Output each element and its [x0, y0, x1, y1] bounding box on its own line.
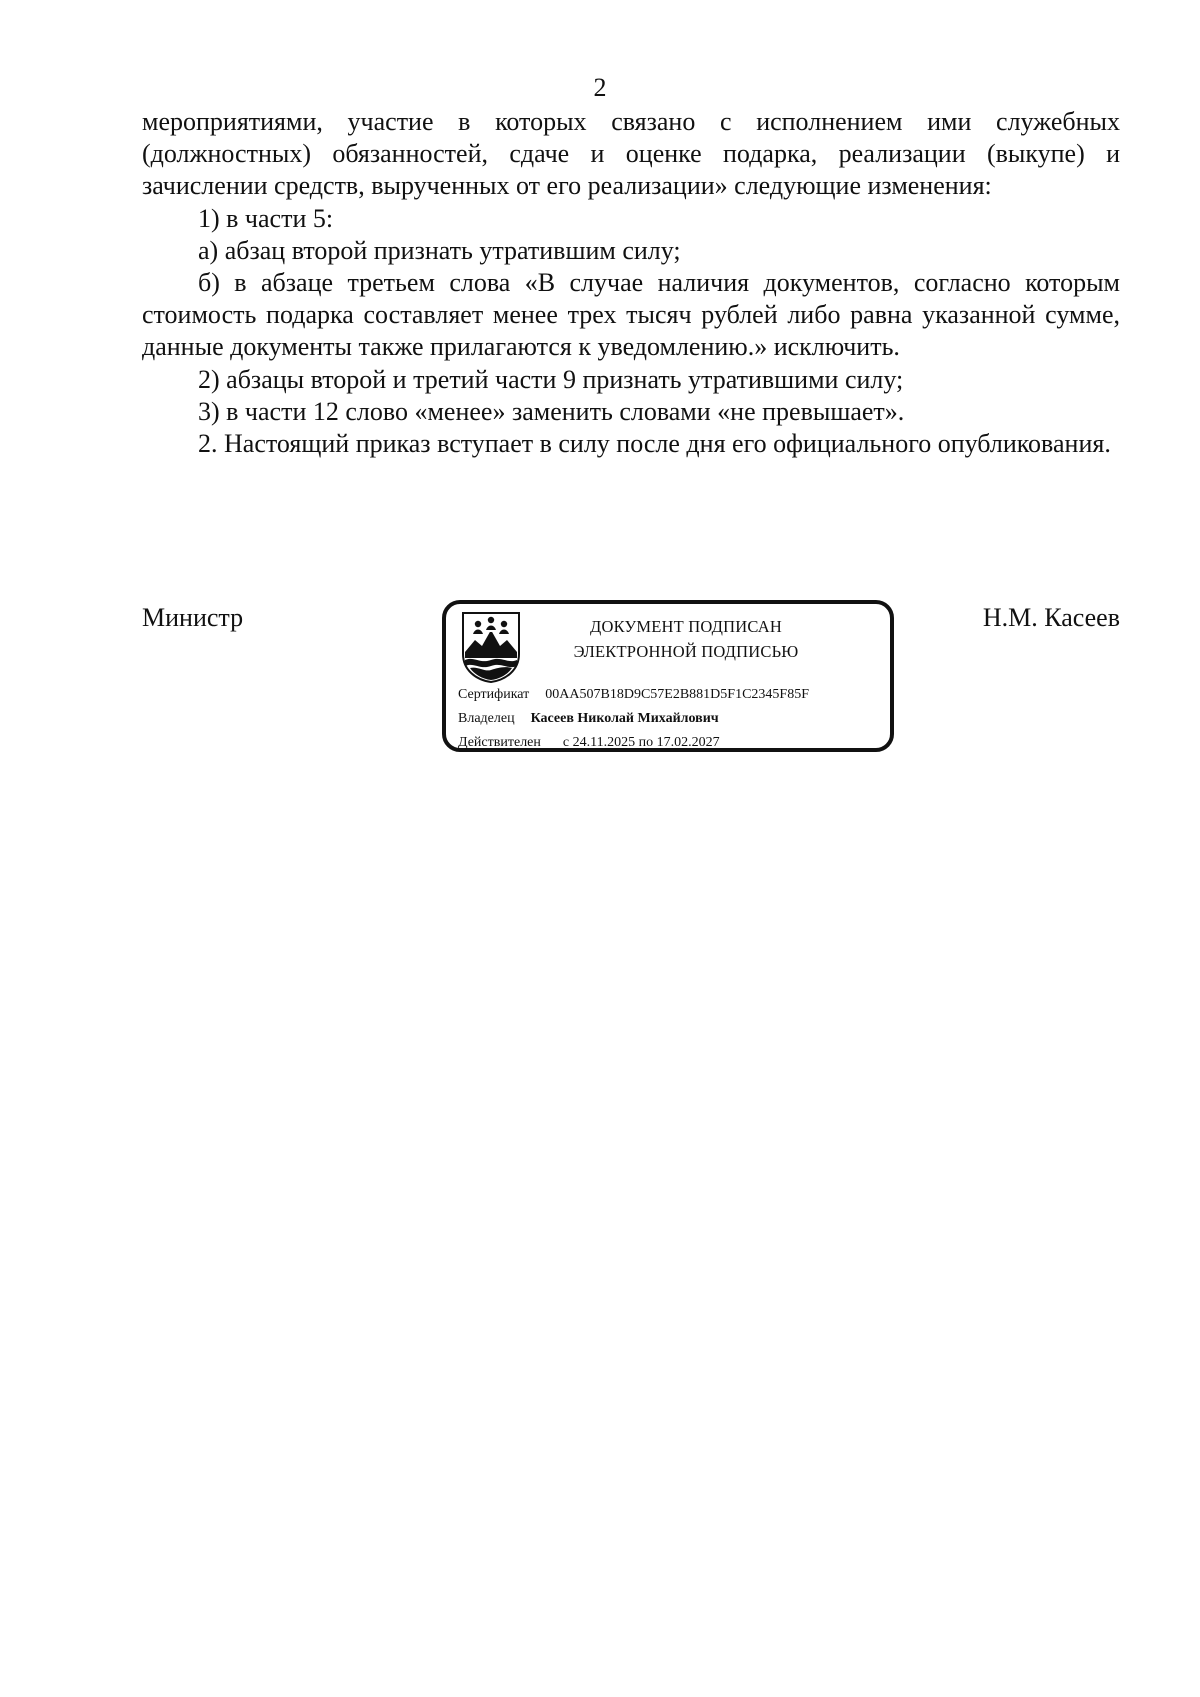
stamp-owner-row [458, 710, 719, 728]
certificate-label: Сертификат [458, 687, 530, 702]
signer-name: Н.М. Касеев [982, 603, 1120, 632]
validity-label: Действителен [458, 735, 541, 750]
paragraph-item-1b: б) в абзаце третьем слова «В случае наличия документов, согласно которым стоимость подарка составляет менее трех тысяч рублей либо равна указанной сумме, данные документы также прилагаются к уведомлению.» исключить. [142, 268, 1120, 362]
signature-block [142, 600, 1120, 770]
stamp-title-line-1: ДОКУМЕНТ ПОДПИСАН [590, 617, 782, 636]
paragraph-clause-2: 2. Настоящий приказ вступает в силу после дня его официального опубликования. [198, 429, 1111, 459]
paragraph-continuation: мероприятиями, участие в которых связано с исполнением ими служебных (должностных) обязанностей, сдаче и оценке подарка, реализации (выкупе) и зачислении средств, вырученных от его реализации» следующие изменения: [142, 107, 1120, 201]
certificate-value: 00AA507B18D9C57E2B881D5F1C2345F85F [545, 687, 809, 702]
paragraph-item-1a: а) абзац второй признать утратившим силу; [198, 235, 681, 265]
document-body [142, 106, 1120, 460]
stamp-certificate-row [458, 686, 809, 704]
signer-position: Министр [142, 603, 244, 632]
stamp-validity-row [458, 734, 720, 752]
paragraph-item-1: 1) в части 5: [198, 203, 334, 233]
stamp-title-line-2: ЭЛЕКТРОННОЙ ПОДПИСЬЮ [573, 642, 799, 661]
owner-value: Касеев Николай Михайлович [530, 711, 719, 726]
page-number: 2 [593, 73, 607, 102]
owner-label: Владелец [458, 711, 515, 726]
paragraph-item-3: 3) в части 12 слово «менее» заменить словами «не превышает». [198, 396, 905, 426]
kamchatka-coat-of-arms-icon [460, 610, 522, 684]
electronic-signature-stamp [442, 600, 894, 752]
stamp-title [536, 614, 836, 664]
paragraph-item-2: 2) абзацы второй и третий части 9 признать утратившими силу; [198, 364, 904, 394]
validity-value: с 24.11.2025 по 17.02.2027 [562, 735, 720, 750]
